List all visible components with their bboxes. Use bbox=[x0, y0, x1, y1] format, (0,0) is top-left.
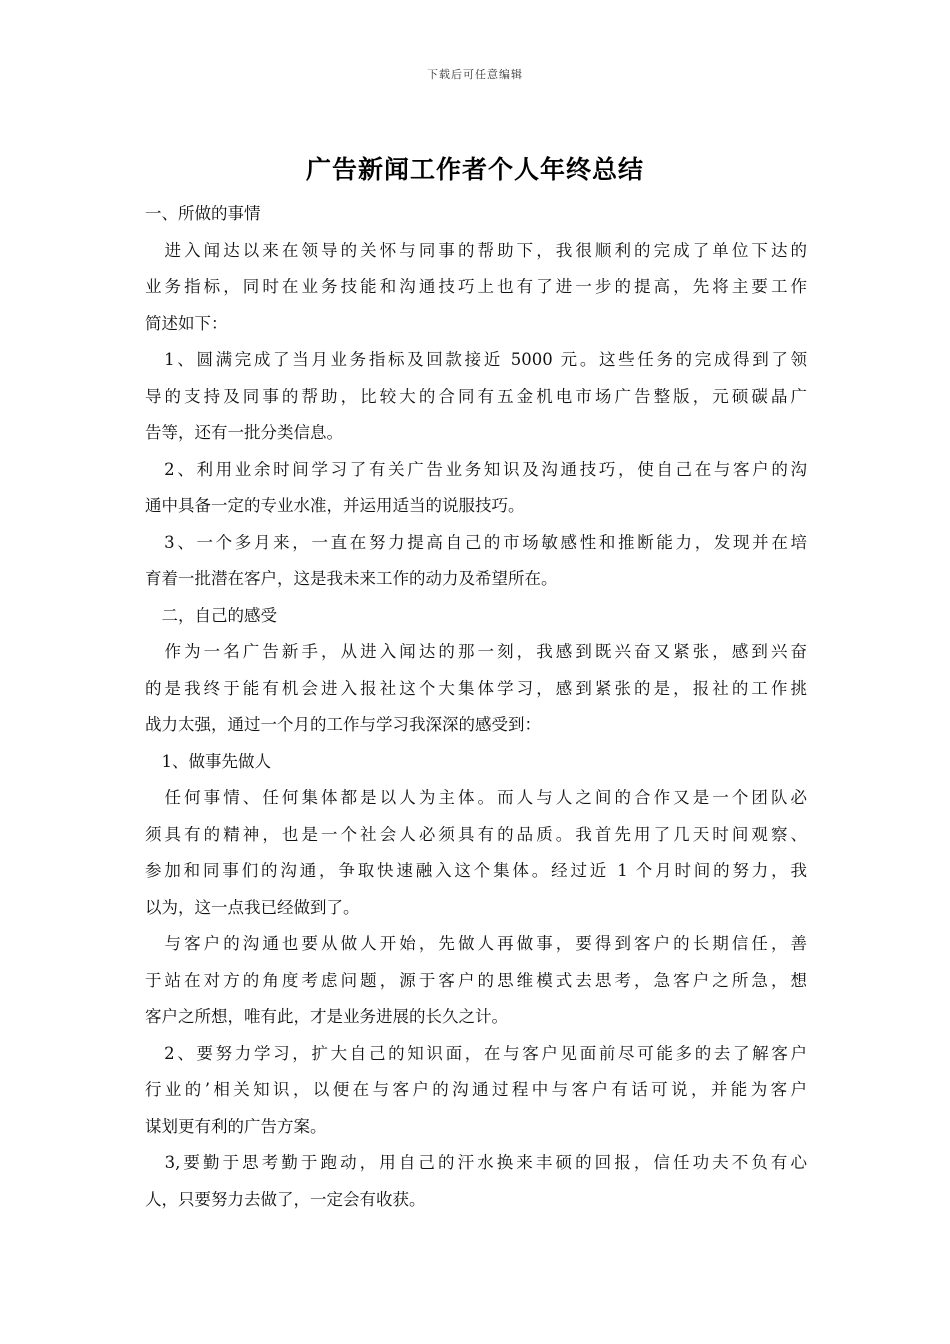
paragraph-line: 简述如下： bbox=[145, 313, 228, 333]
paragraph-line: 2、利用业余时间学习了有关广告业务知识及沟通技巧，使自己在与客户的沟 bbox=[145, 459, 807, 479]
paragraph-line: 告等，还有一批分类信息。 bbox=[145, 423, 343, 442]
page-header-note: 下载后可任意编辑 bbox=[427, 68, 523, 81]
section-heading: 二，自己的感受 bbox=[145, 605, 277, 625]
paragraph-line: 1、圆满完成了当月业务指标及回款接近 5000 元。这些任务的完成得到了领 bbox=[145, 350, 807, 369]
paragraph-line: 进入闻达以来在领导的关怀与同事的帮助下，我很顺利的完成了单位下达的 bbox=[145, 240, 807, 260]
document-title: 广告新闻工作者个人年终总结 bbox=[305, 155, 644, 184]
paragraph-line: 行业的’相关知识，以便在与客户的沟通过程中与客户有话可说，并能为客户 bbox=[145, 1080, 807, 1099]
paragraph-line: 与客户的沟通也要从做人开始，先做人再做事，要得到客户的长期信任，善 bbox=[145, 934, 807, 953]
subsection-heading: 1、做事先做人 bbox=[145, 751, 271, 771]
paragraph-line: 3、一个多月来，一直在努力提高自己的市场敏感性和推断能力，发现并在培 bbox=[145, 532, 807, 552]
paragraph-line: 以为，这一点我已经做到了。 bbox=[145, 897, 360, 917]
paragraph-line: 战力太强，通过一个月的工作与学习我深深的感受到： bbox=[145, 715, 541, 734]
paragraph-line: 谋划更有利的广告方案。 bbox=[145, 1116, 327, 1136]
paragraph-line: 导的支持及同事的帮助，比较大的合同有五金机电市场广告整版，元硕碳晶广 bbox=[145, 386, 807, 406]
paragraph-line: 2、要努力学习，扩大自己的知识面，在与客户见面前尽可能多的去了解客户 bbox=[145, 1043, 807, 1063]
paragraph-line: 参加和同事们的沟通，争取快速融入这个集体。经过近 1 个月时间的努力，我 bbox=[145, 861, 807, 880]
paragraph-line: 作为一名广告新手，从进入闻达的那一刻，我感到既兴奋又紧张，感到兴奋 bbox=[145, 642, 807, 661]
document-body bbox=[145, 196, 807, 1218]
paragraph-line: 于站在对方的角度考虑问题，源于客户的思维模式去思考，急客户之所急，想 bbox=[145, 970, 807, 990]
paragraph-line: 人，只要努力去做了，一定会有收获。 bbox=[145, 1189, 426, 1209]
paragraph-line: 3,要勤于思考勤于跑动，用自己的汗水换来丰硕的回报，信任功夫不负有心 bbox=[145, 1153, 807, 1172]
paragraph-line: 的是我终于能有机会进入报社这个大集体学习，感到紧张的是，报社的工作挑 bbox=[145, 678, 807, 698]
paragraph-line: 客户之所想，唯有此，才是业务进展的长久之计。 bbox=[145, 1007, 508, 1026]
section-heading: 一、所做的事情 bbox=[145, 204, 261, 223]
paragraph-line: 业务指标，同时在业务技能和沟通技巧上也有了进一步的提高，先将主要工作 bbox=[145, 277, 807, 296]
paragraph-line: 通中具备一定的专业水准，并运用适当的说服技巧。 bbox=[145, 496, 525, 515]
paragraph-line: 须具有的精神，也是一个社会人必须具有的品质。我首先用了几天时间观察、 bbox=[145, 824, 807, 844]
paragraph-line: 育着一批潜在客户，这是我未来工作的动力及希望所在。 bbox=[145, 569, 558, 588]
paragraph-line: 任何事情、任何集体都是以人为主体。而人与人之间的合作又是一个团队必 bbox=[145, 788, 807, 807]
